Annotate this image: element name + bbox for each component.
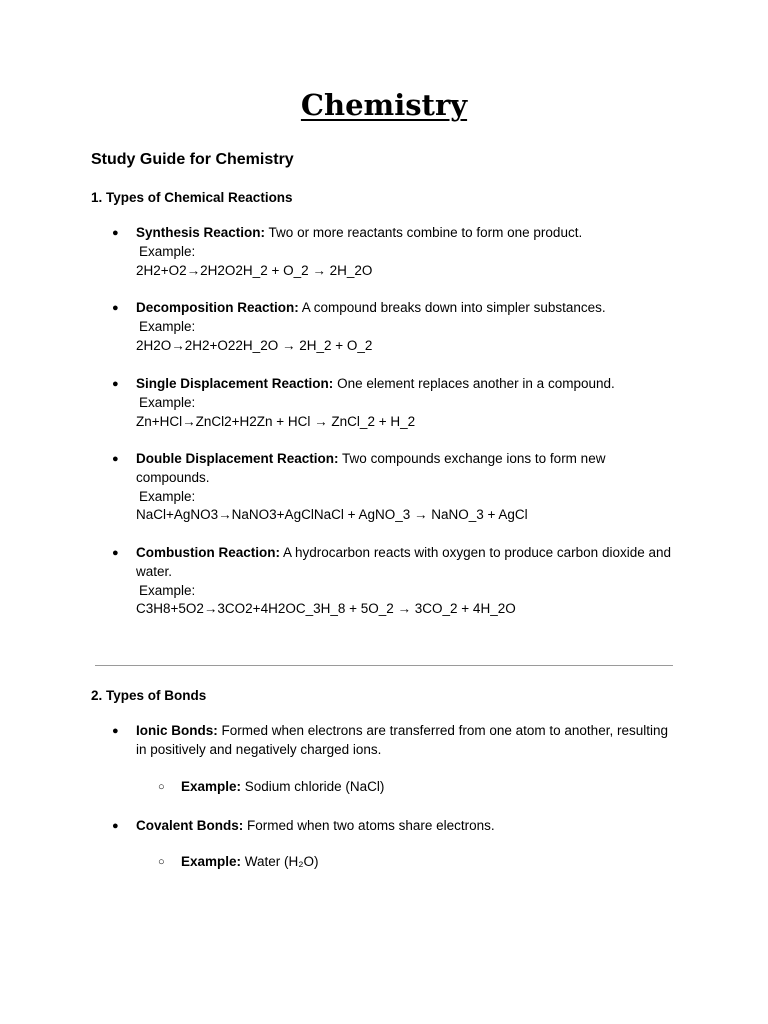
section-heading-reactions: 1. Types of Chemical Reactions <box>91 190 293 205</box>
reaction-term: Double Displacement Reaction: <box>136 451 339 466</box>
list-item-double-displacement <box>112 450 676 525</box>
list-item-single-displacement <box>112 375 676 431</box>
example-term: Example: <box>181 854 242 869</box>
bullet-icon: ● <box>112 227 119 239</box>
bond-term: Ionic Bonds: <box>136 723 218 738</box>
bullet-icon: ● <box>112 820 119 832</box>
bond-description: Formed when electrons are transferred from one atom to another, resulting in positively and negatively charged ions. <box>136 723 668 757</box>
bullet-icon: ● <box>112 725 119 737</box>
bond-term: Covalent Bonds: <box>136 818 244 833</box>
section-heading-bonds: 2. Types of Bonds <box>91 688 207 703</box>
reaction-term: Synthesis Reaction: <box>136 225 266 240</box>
example-label: Example: <box>139 582 196 598</box>
reaction-equation: 2H2O→2H2+O22H_2O → 2H_2 + O_2 <box>136 337 373 353</box>
bullet-icon: ● <box>112 302 119 314</box>
reaction-term: Decomposition Reaction: <box>136 300 299 315</box>
horizontal-divider <box>95 665 673 666</box>
list-item-decomposition <box>112 299 676 355</box>
list-item-combustion <box>112 544 676 619</box>
reaction-description: One element replaces another in a compound. <box>333 376 615 391</box>
reaction-equation: NaCl+AgNO3→NaNO3+AgClNaCl + AgNO_3 → NaNO_3 + AgCl <box>136 507 528 523</box>
reaction-description: A hydrocarbon reacts with oxygen to produce carbon dioxide and water. <box>136 545 671 579</box>
bullet-icon: ● <box>112 547 119 559</box>
hollow-bullet-icon: ○ <box>158 856 165 868</box>
sub-item-covalent-example <box>158 853 661 872</box>
reaction-description: Two or more reactants combine to form one product. <box>265 225 583 240</box>
example-term: Example: <box>181 779 242 794</box>
reaction-equation: C3H8+5O2→3CO2+4H2OC_3H_8 + 5O_2 → 3CO_2 + 4H_2O <box>136 601 516 617</box>
example-label: Example: <box>139 243 196 259</box>
list-item-synthesis <box>112 224 676 280</box>
page-title: Chemistry <box>300 88 468 122</box>
study-guide-subtitle: Study Guide for Chemistry <box>91 151 294 168</box>
example-label: Example: <box>139 318 196 334</box>
example-text: Water (H₂O) <box>241 854 319 869</box>
list-item-covalent-bonds <box>112 817 676 836</box>
hollow-bullet-icon: ○ <box>158 781 165 793</box>
bullet-icon: ● <box>112 378 119 390</box>
bond-description: Formed when two atoms share electrons. <box>243 818 495 833</box>
reaction-term: Combustion Reaction: <box>136 545 280 560</box>
reaction-equation: Zn+HCl→ZnCl2+H2Zn + HCl → ZnCl_2 + H_2 <box>136 413 416 429</box>
reaction-term: Single Displacement Reaction: <box>136 376 334 391</box>
reaction-description: A compound breaks down into simpler substances. <box>298 300 606 315</box>
bullet-icon: ● <box>112 453 119 465</box>
example-label: Example: <box>139 394 196 410</box>
list-item-ionic-bonds <box>112 722 676 760</box>
reaction-description: Two compounds exchange ions to form new compounds. <box>136 451 606 485</box>
sub-item-ionic-example <box>158 778 661 797</box>
example-text: Sodium chloride (NaCl) <box>241 779 385 794</box>
example-label: Example: <box>139 488 196 504</box>
reaction-equation: 2H2+O2→2H2O2H_2 + O_2 → 2H_2O <box>136 262 373 278</box>
